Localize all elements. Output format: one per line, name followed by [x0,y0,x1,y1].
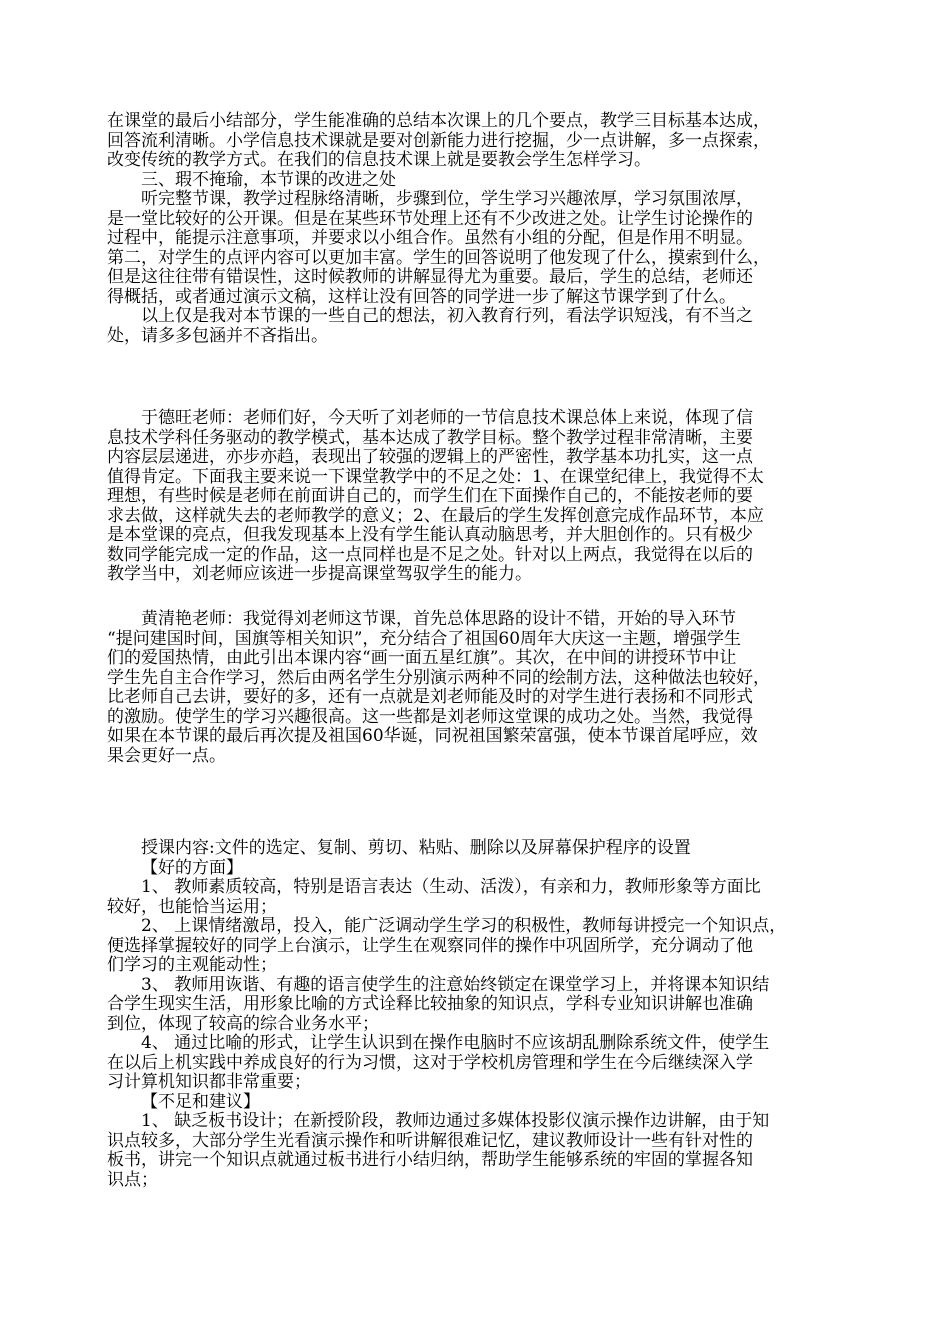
text-line: 学生先自主合作学习，然后由两名学生分别演示两种不同的绘制方法，这种做法也较好， [107,667,770,688]
text-line: 内容层层递进，亦步亦趋，表现出了较强的逻辑上的严密性，教学基本功扎实，这一点 [107,447,753,467]
section-heading-improvements: 三、瑕不掩瑜，本节课的改进之处 [141,169,396,190]
text-line: 是一堂比较好的公开课。但是在某些环节处理上还有不少改进之处。让学生讨论操作的 [107,208,753,229]
text-line: 求去做，这样就失去的老师教学的意义；2、在最后的学生发挥创意完成作品环节，本应 [107,505,764,526]
text-line: 以上仅是我对本节课的一些自己的想法，初入教育行列，看法学识短浅，有不当之 [141,306,753,326]
text-line: 4、 通过比喻的形式，让学生认识到在操作电脑时不应该胡乱删除系统文件，使学生 [141,1033,770,1053]
text-line: 听完整节课，教学过程脉络清晰，步骤到位，学生学习兴趣浓厚，学习氛围浓厚， [141,189,753,209]
text-line: 板书，讲完一个知识点就通过板书进行小结归纳，帮助学生能够系统的牢固的掌握各知 [107,1150,753,1170]
text-line: 3、 教师用诙谐、有趣的语言使学生的注意始终锁定在课堂学习上，并将课本知识结 [141,974,770,995]
text-line: 处，请多多包涵并不吝指出。 [107,325,328,346]
text-line: 数同学能完成一定的作品，这一点同样也是不足之处。针对以上两点，我觉得在以后的 [107,544,753,565]
text-line: 们的爱国热情，由此引出本课内容“画一面五星红旗”。其次，在中间的讲授环节中让 [107,648,737,668]
text-line: 识点； [107,1169,158,1190]
text-line: 过程中，能提示注意事项，并要求以小组合作。虽然有小组的分配，但是作用不明显。 [107,228,753,248]
text-line: 是本堂课的亮点，但我发现基本上没有学生能认真动脑思考，并大胆创作的。只有极少 [107,525,753,545]
subheading-strengths: 【好的方面】 [141,857,243,878]
text-line: 1、 缺乏板书设计；在新授阶段，教师边通过多媒体投影仪演示操作边讲解，由于知 [141,1111,770,1131]
text-line: 回答流利清晰。小学信息技术课就是要对创新能力进行挖掘，少一点讲解，多一点探索， [107,130,770,151]
text-line: 但是这往往带有错误性，这时候教师的讲解显得尤为重要。最后，学生的总结，老师还 [107,267,753,287]
text-line: 到位，体现了较高的综合业务水平； [107,1013,379,1034]
text-line: 于德旺老师：老师们好，今天听了刘老师的一节信息技术课总体上来说，体现了信 [141,408,753,428]
text-line: 们学习的主观能动性； [107,955,277,975]
text-line: 便选择掌握较好的同学上台演示，让学生在观察同伴的操作中巩固所学，充分调动了他 [107,935,753,956]
text-line: 1、 教师素质较高，特别是语言表达（生动、活泼），有亲和力，教师形象等方面比 [141,877,761,897]
text-line: 第二，对学生的点评内容可以更加丰富。学生的回答说明了他发现了什么，摸索到什么， [107,247,770,268]
text-line: 息技术学科任务驱动的教学模式，基本达成了教学目标。整个教学过程非常清晰，主要 [107,427,753,448]
paragraph-yu-dewang-comment [107,409,855,585]
text-line: “提问建国时间，国旗等相关知识”，充分结合了祖国60周年大庆这一主题，增强学生 [107,628,742,649]
text-line: 教学当中，刘老师应该进一步提高课堂驾驭学生的能力。 [107,564,532,584]
text-line: 比老师自己去讲，要好的多，还有一点就是刘老师能及时的对学生进行表扬和不同形式 [107,687,753,707]
text-line: 黄清艳老师：我觉得刘老师这节课，首先总体思路的设计不错，开始的导入环节 [141,609,736,629]
text-line: 习计算机知识都非常重要； [107,1072,311,1092]
lesson-content-title: 授课内容:文件的选定、复制、剪切、粘贴、删除以及屏幕保护程序的设置 [141,838,691,858]
text-line: 理想，有些时候是老师在前面讲自己的，而学生们在下面操作自己的，不能按老师的要 [107,486,753,506]
subheading-shortcomings: 【不足和建议】 [141,1091,260,1112]
text-line: 值得肯定。下面我主要来说一下课堂教学中的不足之处：1、在课堂纪律上，我觉得不太 [107,466,764,487]
text-line: 改变传统的教学方式。在我们的信息技术课上就是要教会学生怎样学习。 [107,150,651,170]
text-line: 在以后上机实践中养成良好的行为习惯，这对于学校机房管理和学生在今后继续深入学 [107,1052,753,1073]
text-line: 在课堂的最后小结部分，学生能准确的总结本次课上的几个要点，教学三目标基本达成， [107,111,770,131]
paragraph-huang-qingyan-comment [107,610,855,766]
text-line: 果会更好一点。 [107,745,226,766]
paragraph-lesson-summary [107,112,855,346]
text-line: 识点较多，大部分学生光看演示操作和听讲解很难记忆，建议教师设计一些有针对性的 [107,1130,753,1151]
text-line: 较好，也能恰当运用； [107,896,277,917]
text-line: 2、 上课情绪激昂，投入，能广泛调动学生学习的积极性，教师每讲授完一个知识点， [141,916,787,936]
text-line: 的激励。使学生的学习兴趣很高。这一些都是刘老师这堂课的成功之处。当然，我觉得 [107,706,753,727]
text-line: 合学生现实生活，用形象比喻的方式诠释比较抽象的知识点，学科专业知识讲解也准确 [107,994,753,1014]
paragraph-lesson-evaluation [107,839,855,1190]
text-line: 如果在本节课的最后再次提及祖国60华诞，同祝祖国繁荣富强，使本节课首尾呼应，效 [107,726,758,746]
text-line: 得概括，或者通过演示文稿，这样让没有回答的同学进一步了解这节课学到了什么。 [107,286,736,307]
